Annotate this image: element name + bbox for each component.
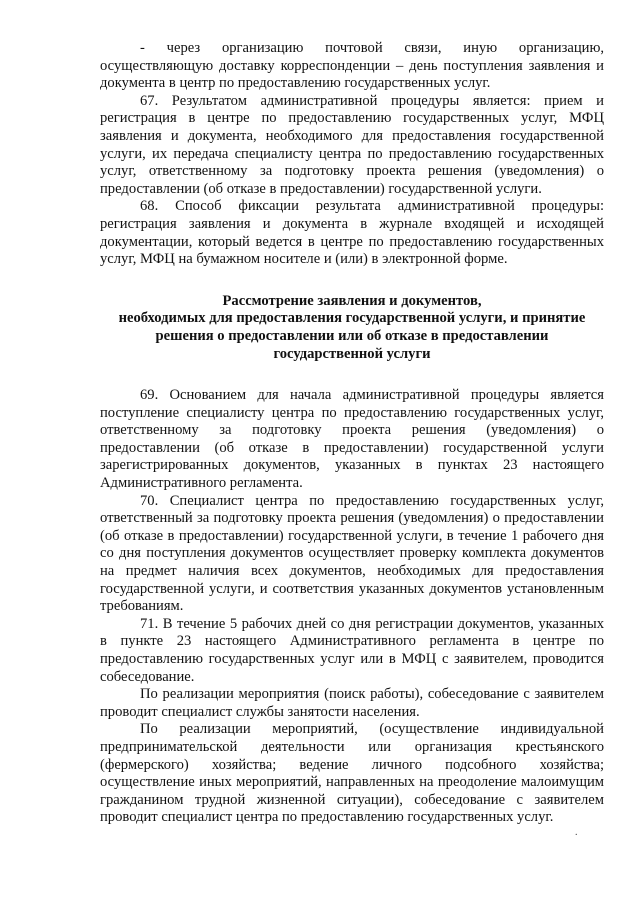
paragraph-job-search: По реализации мероприятия (поиск работы), собеседование с заявителем проводит специалист службы занятости населения.: [100, 686, 604, 720]
paragraph-70: 70. Специалист центра по предоставлению государственных услуг, ответственный за подготовку проекта решения (уведомления) о предоставлении (об отказе в предоставлении) государственной услуги, в течение 1 рабочего дня со дня поступления документов осуществляет проверку комплекта документов на предмет наличия всех документов, необходимых для предоставления государственной услуги, и соответствия указанных документов установленным требованиям.: [100, 492, 604, 615]
heading-line-4: государственной услуги: [273, 345, 431, 362]
paragraph-69: 69. Основанием для начала административной процедуры является поступление специалисту центра по предоставлению государственных услуг, ответственному за подготовку проекта решения (уведомления) о предоставлении (об отказе в предоставлении) государственной услуги зарегистрированных документов, указанных в пунктах 23 настоящего Административного регламента.: [100, 387, 604, 492]
top-paragraphs: [100, 40, 604, 269]
paragraph-68: 68. Способ фиксации результата административной процедуры: регистрация заявления и документа в журнале входящей и исходящей документации, который ведется в центре по предоставлению государственных услуг, МФЦ на бумажном носителе и (или) в электронной форме.: [100, 198, 604, 268]
section-heading: [100, 293, 604, 363]
heading-line-2: необходимых для предоставления государственной услуги, и принятие: [118, 310, 586, 327]
heading-line-3: решения о предоставлении или об отказе в предоставлении: [155, 327, 549, 344]
paragraph-71: 71. В течение 5 рабочих дней со дня регистрации документов, указанных в пункте 23 настоящего Административного регламента в центре по предоставлению государственных услуг или в МФЦ с заявителем, проводится собеседование.: [100, 615, 604, 685]
bottom-paragraphs: [100, 387, 604, 827]
paragraph-delivery-method: - через организацию почтовой связи, иную организацию, осуществляющую доставку корреспонденции – день поступления заявления и документа в центр по предоставлению государственных услуг.: [100, 40, 604, 92]
paragraph-67: 67. Результатом административной процедуры является: прием и регистрация в центре по предоставлению государственных услуг, МФЦ заявления и документа, необходимого для предоставления государственной услуги, их передача специалисту центра по предоставлению государственных услуг, ответственному за подготовку проекта решения (уведомления) о предоставлении (об отказе в предоставлении) государственной услуги.: [100, 92, 604, 197]
paragraph-measures: По реализации мероприятий, (осуществление индивидуальной предпринимательской деятельности или организация крестьянского (фермерского) хозяйства; ведение личного подсобного хозяйства; осуществление иных мероприятий, направленных на преодоление малоимущим гражданином трудной жизненной ситуации), собеседование с заявителем проводит специалист центра по предоставлению государственных услуг.: [100, 721, 604, 826]
stray-mark: .: [575, 827, 578, 838]
heading-line-1: Рассмотрение заявления и документов,: [222, 292, 482, 309]
